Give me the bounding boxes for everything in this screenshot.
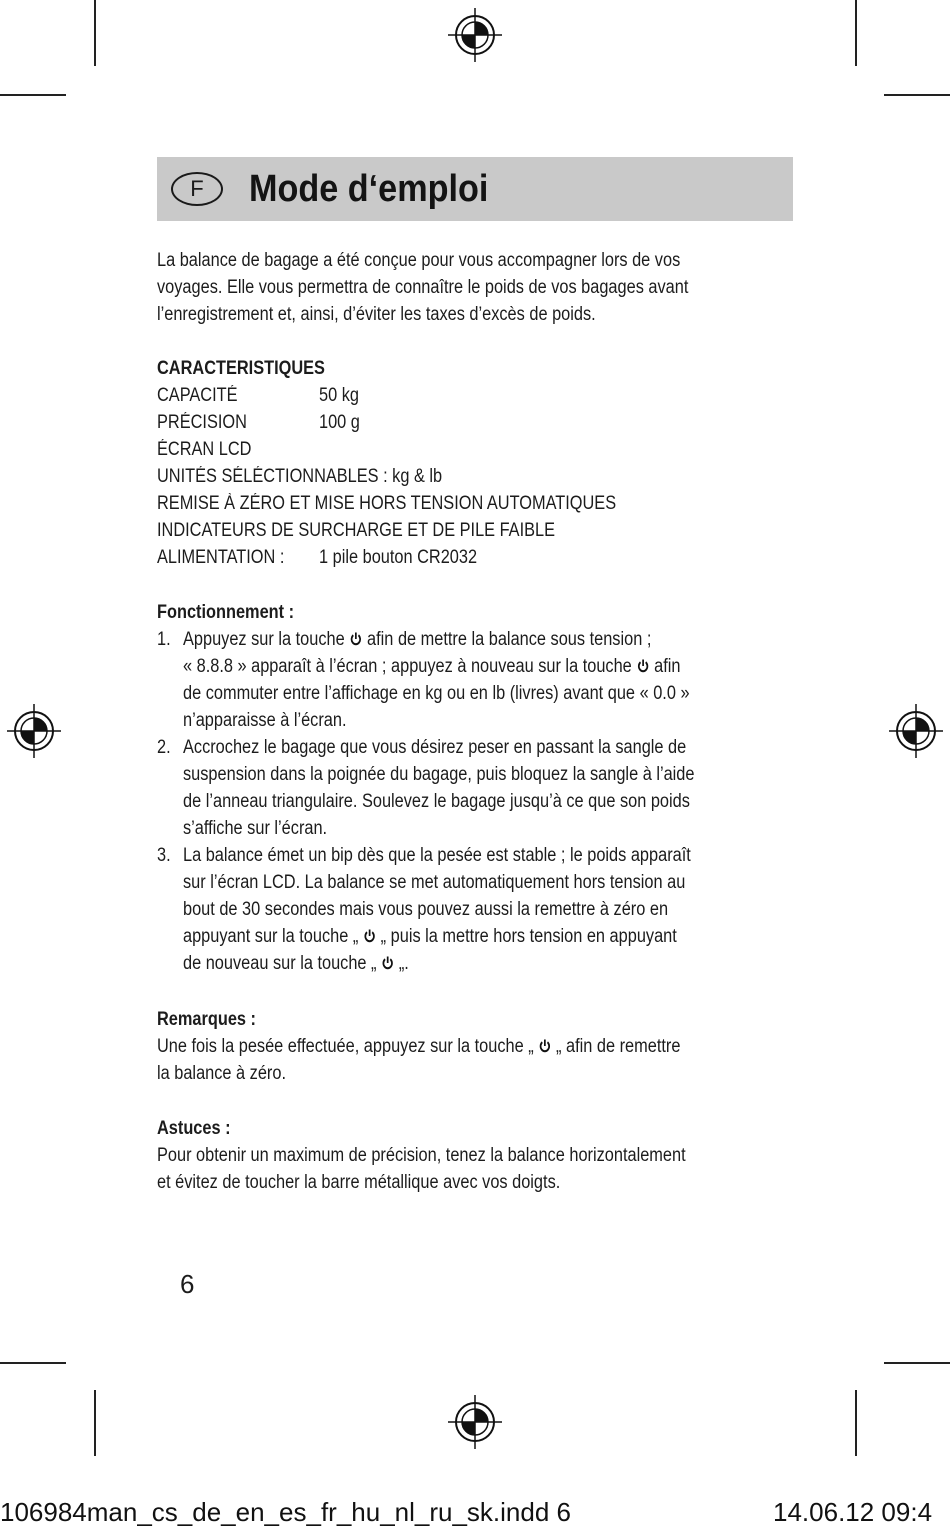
crop-mark [0,1362,66,1364]
registration-mark-icon [448,1395,502,1449]
spec-label: PRÉCISION [157,412,247,433]
spec-line: REMISE À ZÉRO ET MISE HORS TENSION AUTOMATIQUES [157,493,617,514]
spec-line: ÉCRAN LCD [157,439,252,460]
remarks-line: Une fois la pesée effectuée, appuyez sur la touche „ „ afin de remettre [157,1036,681,1057]
list-number: 2. [157,737,171,758]
crop-mark [94,1390,96,1456]
power-icon [350,632,362,646]
slug-filename: 106984man_cs_de_en_es_fr_hu_nl_ru_sk.indd 6 [0,1497,571,1527]
crop-mark [855,1390,857,1456]
page-number: 6 [180,1269,195,1299]
spec-label: ALIMENTATION : [157,547,285,568]
registration-mark-icon [7,704,61,758]
remarks-line: la balance à zéro. [157,1063,286,1084]
spec-precision [157,409,360,436]
power-icon [382,956,394,970]
slug-timestamp: 14.06.12 09:4 [773,1497,933,1527]
remarks-heading: Remarques : [157,1009,256,1030]
specs-heading: CARACTERISTIQUES [157,358,325,379]
spec-value: 50 kg [319,385,359,406]
tips-line: et évitez de toucher la barre métallique avec vos doigts. [157,1172,561,1193]
crop-mark [0,94,66,96]
spec-capacity [157,382,359,409]
language-badge: F [171,172,223,206]
list-number: 1. [157,629,171,650]
tips-heading: Astuces : [157,1118,231,1139]
registration-mark-icon [889,704,943,758]
spec-line: INDICATEURS DE SURCHARGE ET DE PILE FAIBLE [157,520,556,541]
spec-value: 100 g [319,412,360,433]
crop-mark [884,1362,950,1364]
registration-mark-icon [448,8,502,62]
power-icon [539,1039,551,1053]
power-icon [363,929,375,943]
operation-heading: Fonctionnement : [157,602,295,623]
spec-label: CAPACITÉ [157,385,238,406]
crop-mark [855,0,857,66]
power-icon [637,659,649,673]
section-header [157,157,793,221]
spec-value: 1 pile bouton CR2032 [319,547,478,568]
crop-mark [884,94,950,96]
intro-paragraph: La balance de bagage a été conçue pour vous accompagner lors de vos voyages. Elle vous permettra de connaître le poids de vos bagages avant l’enregistrement et, ainsi, d’éviter les taxes d’excès de poids. [157,250,689,325]
crop-mark [94,0,96,66]
page-title: Mode d‘emploi [249,168,489,210]
spec-line: UNITÉS SÉLÉCTIONNABLES : kg & lb [157,466,443,487]
spec-power [157,544,478,571]
tips-line: Pour obtenir un maximum de précision, tenez la balance horizontalement [157,1145,686,1166]
list-number: 3. [157,845,171,866]
